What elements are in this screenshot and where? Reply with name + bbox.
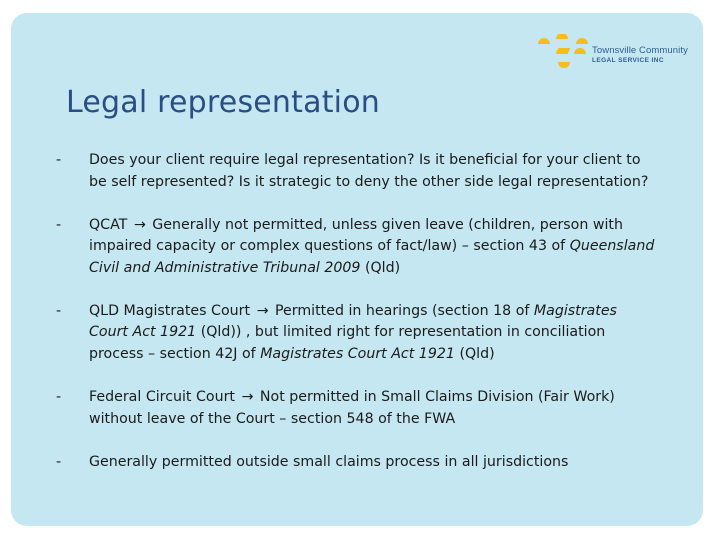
bullet-text: Federal Circuit Court	[89, 388, 235, 405]
bullet-text: (Qld)) , but limited right for representation in conciliation process – section 42J of	[89, 324, 606, 362]
bullet-text: Generally not permitted, unless given leave (children, person with impaired capacity or complex questions of fact/law) – section 43 of	[89, 216, 623, 255]
bullet-item	[56, 387, 656, 430]
logo-subtitle: LEGAL SERVICE INC	[592, 57, 664, 64]
organization-logo	[538, 34, 698, 74]
bullet-text: QLD Magistrates Court	[89, 302, 251, 319]
bullet-text: Does your client require legal representation? Is it beneficial for your client to be self represented? Is it strategic to deny the other side legal representation?	[89, 152, 649, 190]
logo-mark-icon	[538, 34, 588, 72]
bullet-text: QCAT	[89, 216, 128, 233]
bullet-item	[56, 215, 656, 280]
act-title: Queensland Civil and Administrative Tribunal 2009	[89, 238, 655, 276]
bullet-marker: -	[56, 388, 62, 405]
logo-name: Townsville Community	[592, 45, 688, 56]
bullet-text: Permitted in hearings (section 18 of	[274, 302, 530, 319]
bullet-item	[56, 301, 656, 366]
bullet-marker: -	[56, 152, 62, 168]
act-title: Magistrates Court Act 1921	[89, 302, 617, 341]
arrow-right-icon	[242, 387, 254, 409]
bullet-item	[56, 150, 656, 193]
bullet-item	[56, 452, 656, 474]
arrow-right-icon	[134, 215, 146, 237]
page-title: Legal representation	[66, 85, 380, 120]
bullet-marker: -	[56, 216, 62, 233]
bullet-text: (Qld)	[364, 259, 401, 276]
bullet-list	[56, 150, 656, 494]
act-title: Magistrates Court Act 1921	[260, 345, 455, 362]
bullet-text: Generally permitted outside small claims process in all jurisdictions	[89, 453, 569, 470]
bullet-marker: -	[56, 453, 62, 470]
bullet-text: (Qld)	[459, 345, 495, 362]
bullet-text: Not permitted in Small Claims Division (Fair Work) without leave of the Court – section 548 of the FWA	[89, 388, 615, 427]
bullet-marker: -	[56, 302, 62, 319]
arrow-right-icon	[257, 301, 269, 323]
